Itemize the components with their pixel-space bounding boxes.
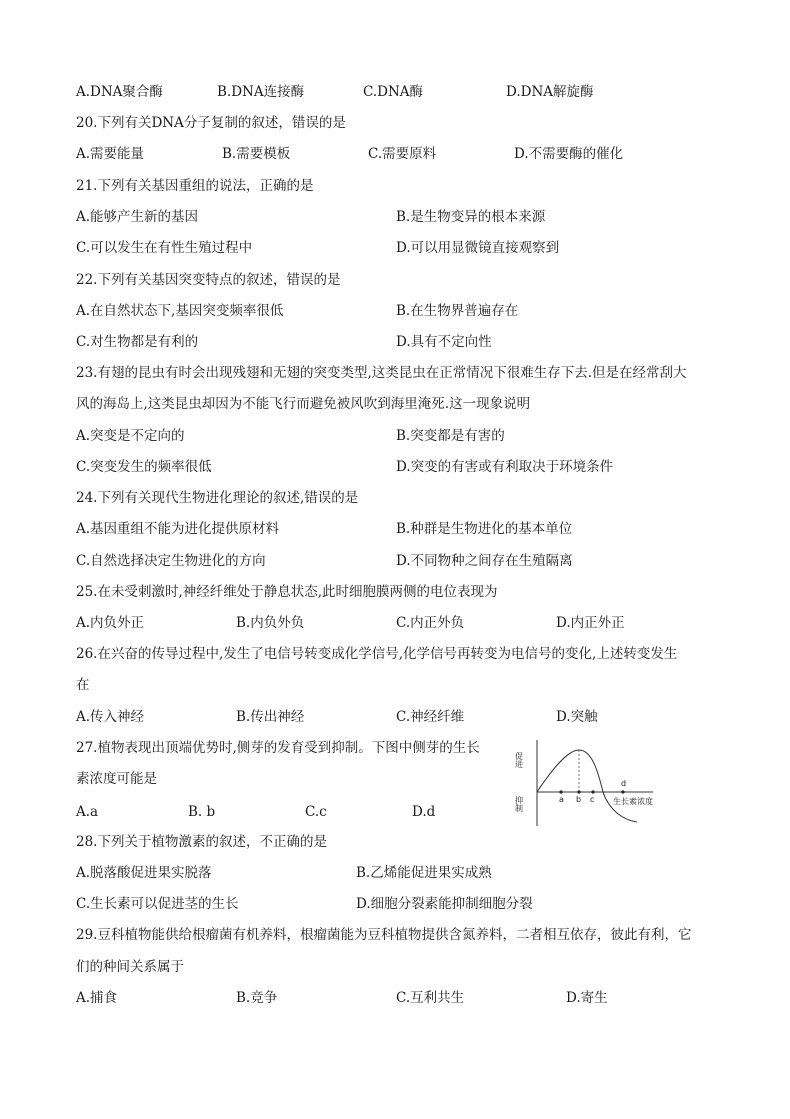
option-c: C.突变发生的频率很低 — [76, 459, 212, 475]
option-c: C.DNA酶 — [363, 84, 424, 100]
auxin-concentration-figure — [513, 738, 663, 828]
question-text: 27.植物表现出顶端优势时,侧芽的发育受到抑制。下图中侧芽的生长 — [76, 740, 480, 756]
options-q22-ab — [0, 301, 790, 321]
options-q21-cd — [0, 238, 790, 258]
option-d: D.具有不定向性 — [396, 334, 492, 350]
question-text: 26.在兴奋的传导过程中,发生了电信号转变成化学信号,化学信号再转变为电信号的变化,上述转变发生 — [76, 646, 678, 662]
label-a: a — [559, 795, 564, 804]
question-29-line2 — [0, 957, 790, 977]
option-d: D.不同物种之间存在生殖隔离 — [396, 553, 573, 569]
option-b: B.乙烯能促进果实成熟 — [356, 865, 492, 881]
option-c: C.神经纤维 — [396, 709, 465, 725]
question-text: 20.下列有关DNA分子复制的叙述，错误的是 — [76, 115, 346, 131]
options-q23-cd — [0, 457, 790, 477]
options-q19 — [0, 82, 790, 102]
option-a: A.能够产生新的基因 — [76, 209, 199, 225]
option-a: A.传入神经 — [76, 709, 145, 725]
question-text: 在 — [76, 677, 90, 693]
auxin-curve-diagram — [513, 738, 663, 828]
option-a: A.在自然状态下,基因突变频率很低 — [76, 303, 284, 319]
option-b: B.需要模板 — [222, 146, 291, 162]
question-text: 23.有翅的昆虫有时会出现残翅和无翅的突变类型,这类昆虫在正常情况下很难生存下去.但是在经常刮大 — [76, 365, 687, 381]
option-a: A.突变是不定向的 — [76, 428, 185, 444]
question-text: 素浓度可能是 — [76, 771, 157, 787]
question-26-line2 — [0, 675, 790, 695]
question-text: 25.在未受刺激时,神经纤维处于静息状态,此时细胞膜两侧的电位表现为 — [76, 584, 498, 600]
y-label-inhibit: 抑制 — [514, 796, 524, 812]
option-c: C.自然选择决定生物进化的方向 — [76, 553, 266, 569]
x-label: 生长素浓度 — [613, 797, 653, 806]
question-text: 24.下列有关现代生物进化理论的叙述,错误的是 — [76, 490, 359, 506]
option-d: D.突变的有害或有利取决于环境条件 — [396, 459, 614, 475]
question-text: 22.下列有关基因突变特点的叙述，错误的是 — [76, 272, 341, 288]
question-text: 们的种间关系属于 — [76, 959, 184, 975]
option-a: A.a — [76, 804, 99, 820]
option-a: A.捕食 — [76, 990, 118, 1006]
point-b — [577, 790, 580, 793]
option-b: B.在生物界普遍存在 — [396, 303, 519, 319]
question-21 — [0, 176, 790, 196]
option-b: B.传出神经 — [236, 709, 305, 725]
question-text: 21.下列有关基因重组的说法，正确的是 — [76, 178, 314, 194]
options-q24-cd — [0, 551, 790, 571]
option-b: B.竞争 — [236, 990, 278, 1006]
option-a: A.内负外正 — [76, 615, 145, 631]
option-a: A.需要能量 — [76, 146, 145, 162]
question-20 — [0, 113, 790, 133]
options-q20 — [0, 144, 790, 164]
label-c: c — [590, 795, 595, 804]
option-c: C.c — [305, 804, 327, 820]
question-text: 风的海岛上,这类昆虫却因为不能飞行而避免被风吹到海里淹死.这一现象说明 — [76, 396, 531, 412]
option-d: D.不需要酶的催化 — [514, 146, 624, 162]
option-c: C.需要原料 — [368, 146, 437, 162]
options-q23-ab — [0, 426, 790, 446]
option-d: D.可以用显微镜直接观察到 — [396, 240, 560, 256]
question-22 — [0, 270, 790, 290]
options-q28-cd — [0, 894, 790, 914]
option-d: D.d — [412, 804, 436, 820]
option-b: B.DNA连接酶 — [217, 84, 305, 100]
point-a — [559, 790, 562, 793]
question-28 — [0, 832, 790, 852]
option-c: C.互利共生 — [396, 990, 465, 1006]
point-c — [591, 790, 594, 793]
option-d: D.内正外正 — [556, 615, 625, 631]
options-q25 — [0, 613, 790, 633]
option-c: C.生长素可以促进茎的生长 — [76, 896, 239, 912]
options-q22-cd — [0, 332, 790, 352]
question-24 — [0, 488, 790, 508]
question-23-line1 — [0, 363, 790, 383]
question-27-line1 — [0, 738, 790, 758]
option-d: D.DNA解旋酶 — [506, 84, 594, 100]
question-text: 28.下列关于植物激素的叙述，不正确的是 — [76, 834, 327, 850]
option-c: C.可以发生在有性生殖过程中 — [76, 240, 253, 256]
options-q26 — [0, 707, 790, 727]
option-d: D.寄生 — [566, 990, 608, 1006]
option-c: C.对生物都是有利的 — [76, 334, 199, 350]
options-q28-ab — [0, 863, 790, 883]
option-b: B. b — [188, 804, 216, 820]
option-d: D.细胞分裂素能抑制细胞分裂 — [356, 896, 533, 912]
question-27-line2 — [0, 769, 790, 789]
question-29-line1 — [0, 925, 790, 945]
question-25 — [0, 582, 790, 602]
option-b: B.是生物变异的根本来源 — [396, 209, 546, 225]
point-d — [621, 790, 624, 793]
question-text: 29.豆科植物能供给根瘤菌有机养料，根瘤菌能为豆科植物提供含氮养料，二者相互依存，彼此有利，它 — [76, 927, 692, 943]
question-23-line2 — [0, 394, 790, 414]
option-a: A.脱落酸促进果实脱落 — [76, 865, 212, 881]
options-q29 — [0, 988, 790, 1008]
options-q24-ab — [0, 519, 790, 539]
label-b: b — [576, 795, 582, 804]
options-q27 — [0, 802, 790, 822]
option-c: C.内正外负 — [396, 615, 465, 631]
option-b: B.突变都是有害的 — [396, 428, 505, 444]
option-b: B.种群是生物进化的基本单位 — [396, 521, 573, 537]
y-label-promote: 促进 — [514, 752, 524, 768]
label-d: d — [621, 779, 627, 788]
option-b: B.内负外负 — [236, 615, 305, 631]
option-a: A.DNA聚合酶 — [76, 84, 163, 100]
options-q21-ab — [0, 207, 790, 227]
option-d: D.突触 — [556, 709, 598, 725]
option-a: A.基因重组不能为进化提供原材料 — [76, 521, 280, 537]
question-26-line1 — [0, 644, 790, 664]
